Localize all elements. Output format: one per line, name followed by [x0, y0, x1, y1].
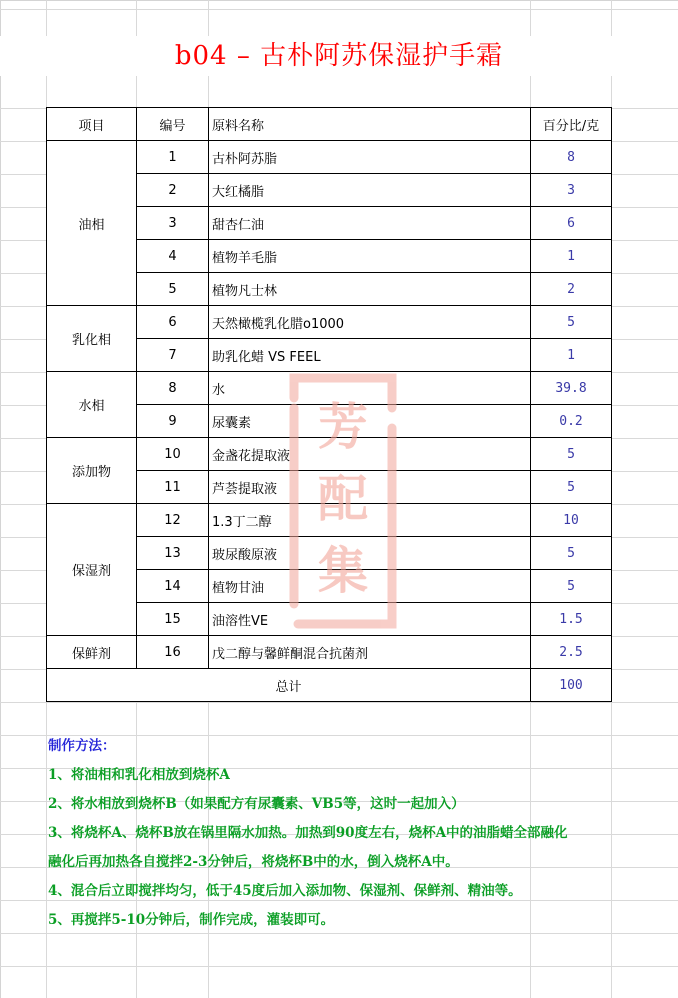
grid-row-line [0, 9, 678, 10]
total-label[interactable]: 总计 [47, 669, 531, 702]
table-row [47, 141, 612, 174]
percent-cell[interactable]: 1 [531, 240, 612, 273]
ingredient-name-cell[interactable]: 植物羊毛脂 [209, 240, 531, 273]
number-cell[interactable]: 16 [137, 636, 209, 669]
percent-cell[interactable]: 0.2 [531, 405, 612, 438]
ingredient-name-cell[interactable]: 植物凡士林 [209, 273, 531, 306]
number-cell[interactable]: 9 [137, 405, 209, 438]
phase-cell[interactable]: 保鲜剂 [47, 636, 137, 669]
percent-cell[interactable]: 1.5 [531, 603, 612, 636]
number-cell[interactable]: 2 [137, 174, 209, 207]
number-cell[interactable]: 14 [137, 570, 209, 603]
header-ingredient-name[interactable]: 原料名称 [209, 108, 531, 141]
percent-cell[interactable]: 3 [531, 174, 612, 207]
phase-cell[interactable]: 添加物 [47, 438, 137, 504]
watermark-char-3: 集 [318, 541, 368, 600]
grid-row-line [0, 966, 678, 967]
watermark-char-2: 配 [318, 469, 368, 528]
phase-cell[interactable]: 保湿剂 [47, 504, 137, 636]
header-phase[interactable]: 项目 [47, 108, 137, 141]
method-step[interactable]: 5、再搅拌5-10分钟后，制作完成，灌装即可。 [48, 912, 335, 928]
number-cell[interactable]: 15 [137, 603, 209, 636]
percent-cell[interactable]: 5 [531, 537, 612, 570]
ingredient-name-cell[interactable]: 水 [209, 372, 531, 405]
ingredient-name-cell[interactable]: 芦荟提取液 [209, 471, 531, 504]
ingredient-name-cell[interactable]: 玻尿酸原液 [209, 537, 531, 570]
number-cell[interactable]: 6 [137, 306, 209, 339]
method-heading[interactable]: 制作方法： [48, 738, 116, 754]
percent-cell[interactable]: 39.8 [531, 372, 612, 405]
percent-cell[interactable]: 5 [531, 306, 612, 339]
number-cell[interactable]: 3 [137, 207, 209, 240]
number-cell[interactable]: 10 [137, 438, 209, 471]
percent-cell[interactable]: 5 [531, 438, 612, 471]
header-number[interactable]: 编号 [137, 108, 209, 141]
method-step[interactable]: 融化后再加热各自搅拌2-3分钟后，将烧杯B中的水，倒入烧杯A中。 [48, 854, 459, 870]
ingredient-name-cell[interactable]: 甜杏仁油 [209, 207, 531, 240]
ingredient-name-cell[interactable]: 1.3丁二醇 [209, 504, 531, 537]
table-header-row [47, 108, 612, 141]
phase-cell[interactable]: 油相 [47, 141, 137, 306]
number-cell[interactable]: 5 [137, 273, 209, 306]
method-step[interactable]: 3、将烧杯A、烧杯B放在锅里隔水加热。加热到90度左右，烧杯A中的油脂蜡全部融化 [48, 825, 568, 841]
table-row [47, 306, 612, 339]
percent-cell[interactable]: 5 [531, 471, 612, 504]
number-cell[interactable]: 1 [137, 141, 209, 174]
number-cell[interactable]: 11 [137, 471, 209, 504]
percent-cell[interactable]: 10 [531, 504, 612, 537]
table-body [47, 141, 612, 669]
percent-cell[interactable]: 2.5 [531, 636, 612, 669]
percent-cell[interactable]: 1 [531, 339, 612, 372]
ingredient-name-cell[interactable]: 大红橘脂 [209, 174, 531, 207]
total-value[interactable]: 100 [531, 669, 612, 702]
ingredient-name-cell[interactable]: 植物甘油 [209, 570, 531, 603]
ingredient-name-cell[interactable]: 油溶性VE [209, 603, 531, 636]
ingredient-name-cell[interactable]: 尿囊素 [209, 405, 531, 438]
grid-row-line [0, 702, 678, 703]
ingredient-name-cell[interactable]: 古朴阿苏脂 [209, 141, 531, 174]
percent-cell[interactable]: 2 [531, 273, 612, 306]
header-percent[interactable]: 百分比/克 [531, 108, 612, 141]
page-title: b04 – 古朴阿苏保湿护手霜 [0, 36, 678, 76]
method-step[interactable]: 4、混合后立即搅拌均匀，低于45度后加入添加物、保湿剂、保鲜剂、精油等。 [48, 883, 522, 899]
table-row [47, 438, 612, 471]
table-row [47, 372, 612, 405]
table-row [47, 504, 612, 537]
ingredient-name-cell[interactable]: 金盏花提取液 [209, 438, 531, 471]
phase-cell[interactable]: 乳化相 [47, 306, 137, 372]
method-step[interactable]: 1、将油相和乳化相放到烧杯A [48, 767, 230, 783]
number-cell[interactable]: 13 [137, 537, 209, 570]
number-cell[interactable]: 12 [137, 504, 209, 537]
method-step[interactable]: 2、将水相放到烧杯B（如果配方有尿囊素、VB5等，这时一起加入） [48, 796, 465, 812]
percent-cell[interactable]: 6 [531, 207, 612, 240]
table-row [47, 636, 612, 669]
ingredient-name-cell[interactable]: 戊二醇与馨鲜酮混合抗菌剂 [209, 636, 531, 669]
number-cell[interactable]: 7 [137, 339, 209, 372]
percent-cell[interactable]: 8 [531, 141, 612, 174]
ingredient-name-cell[interactable]: 天然橄榄乳化腊o1000 [209, 306, 531, 339]
recipe-table [46, 107, 612, 702]
watermark-char-1: 芳 [318, 397, 368, 456]
method-section [48, 732, 678, 935]
number-cell[interactable]: 4 [137, 240, 209, 273]
total-row [47, 669, 612, 702]
phase-cell[interactable]: 水相 [47, 372, 137, 438]
percent-cell[interactable]: 5 [531, 570, 612, 603]
ingredient-name-cell[interactable]: 助乳化蜡 VS FEEL [209, 339, 531, 372]
number-cell[interactable]: 8 [137, 372, 209, 405]
